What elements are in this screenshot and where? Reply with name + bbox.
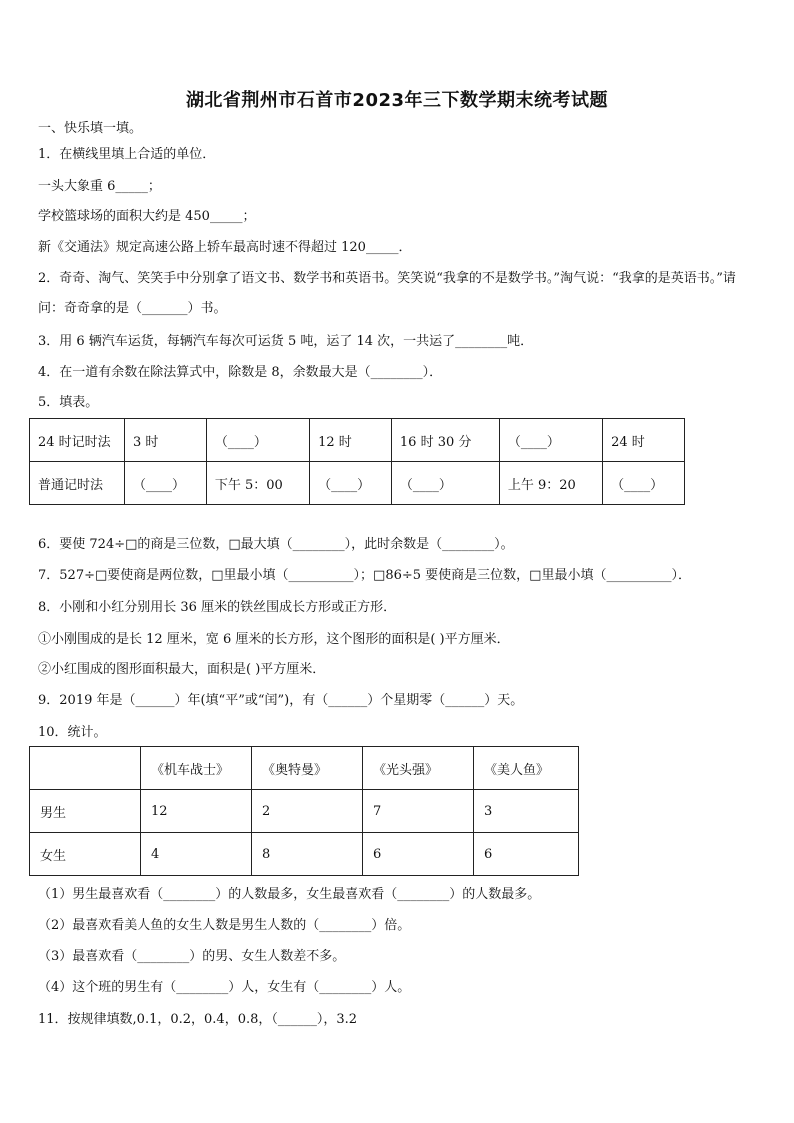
table-cell: 6 <box>474 833 579 876</box>
table-row <box>30 833 579 876</box>
page-title: 湖北省荆州市石首市2023年三下数学期末统考试题 <box>185 90 609 111</box>
question-3: 3．用 6 辆汽车运货，每辆汽车每次可运货 5 吨，运了 14 次，一共运了________吨． <box>38 334 534 349</box>
table-cell: 2 <box>252 790 363 833</box>
table-cell: （____） <box>499 419 602 462</box>
question-1-b: 学校篮球场的面积大约是 450_____； <box>38 209 256 224</box>
table-row <box>30 790 579 833</box>
question-8-stem: 8．小刚和小红分别用长 36 厘米的铁丝围成长方形或正方形． <box>38 600 397 615</box>
question-11: 11．按规律填数,0.1，0.2，0.4，0.8，（______），3.2 <box>38 1012 358 1027</box>
question-2: 2．奇奇、淘气、笑笑手中分别拿了语文书、数学书和英语书。笑笑说“我拿的不是数学书。”淘气说：“我拿的是英语书。”请问：奇奇拿的是（_______）书。 <box>38 271 736 316</box>
question-1-a: 一头大象重 6_____； <box>38 179 161 194</box>
table-cell: 《美人鱼》 <box>474 747 579 790</box>
table-cell: 6 <box>363 833 474 876</box>
table-cell: 8 <box>252 833 363 876</box>
table-cell: 上午 9：20 <box>499 462 602 505</box>
table-cell: （____） <box>310 462 392 505</box>
question-8-b: ②小红围成的图形面积最大，面积是( )平方厘米． <box>38 662 326 677</box>
table-cell: 《光头强》 <box>363 747 474 790</box>
table-cell: （____） <box>391 462 499 505</box>
table-cell: 3 <box>474 790 579 833</box>
table-cell: 《奥特曼》 <box>252 747 363 790</box>
table-cell: 4 <box>141 833 252 876</box>
table-cell: 16 时 30 分 <box>391 419 499 462</box>
question-6: 6．要使 724÷□的商是三位数，□最大填（________），此时余数是（________）。 <box>38 537 514 552</box>
table-row <box>30 419 685 462</box>
question-10-sub-3: （3）最喜欢看（________）的男、女生人数差不多。 <box>38 949 346 964</box>
table-cell: （____） <box>206 419 309 462</box>
table-cell: 3 时 <box>125 419 207 462</box>
table-cell: 7 <box>363 790 474 833</box>
question-10-sub-1: （1）男生最喜欢看（________）的人数最多，女生最喜欢看（________）的人数最多。 <box>38 887 541 902</box>
question-8-a: ①小刚围成的是长 12 厘米，宽 6 厘米的长方形，这个图形的面积是( )平方厘米． <box>38 632 510 647</box>
question-7: 7．527÷□要使商是两位数，□里最小填（__________）；□86÷5 要使商是三位数，□里最小填（__________）． <box>38 568 691 583</box>
section-heading: 一、快乐填一填。 <box>38 121 143 136</box>
table-cell <box>30 747 141 790</box>
statistics-table <box>29 746 579 876</box>
table-cell: 女生 <box>30 833 141 876</box>
table-cell: 24 时 <box>603 419 685 462</box>
table-cell: 下午 5：00 <box>206 462 309 505</box>
table-cell: （____） <box>125 462 207 505</box>
question-4: 4．在一道有余数在除法算式中，除数是 8，余数最大是（________）． <box>38 365 443 380</box>
question-1-c: 新《交通法》规定高速公路上轿车最高时速不得超过 120_____． <box>38 240 412 255</box>
question-1-stem: 1．在横线里填上合适的单位． <box>38 147 216 162</box>
table-cell: 《机车战士》 <box>141 747 252 790</box>
time-conversion-table <box>29 418 685 505</box>
table-cell: 普通记时法 <box>30 462 125 505</box>
question-10-sub-4: （4）这个班的男生有（________）人，女生有（________）人。 <box>38 980 411 995</box>
table-cell: 12 <box>141 790 252 833</box>
table-header-row <box>30 747 579 790</box>
table-cell: （____） <box>603 462 685 505</box>
question-10-sub-2: （2）最喜欢看美人鱼的女生人数是男生人数的（________）倍。 <box>38 918 411 933</box>
table-cell: 男生 <box>30 790 141 833</box>
table-row <box>30 462 685 505</box>
question-5: 5．填表。 <box>38 395 99 410</box>
question-10: 10．统计。 <box>38 725 107 740</box>
table-cell: 12 时 <box>310 419 392 462</box>
table-cell: 24 时记时法 <box>30 419 125 462</box>
question-9: 9．2019 年是（______）年(填“平”或“闰”)，有（______）个星期零（______）天。 <box>38 693 524 708</box>
